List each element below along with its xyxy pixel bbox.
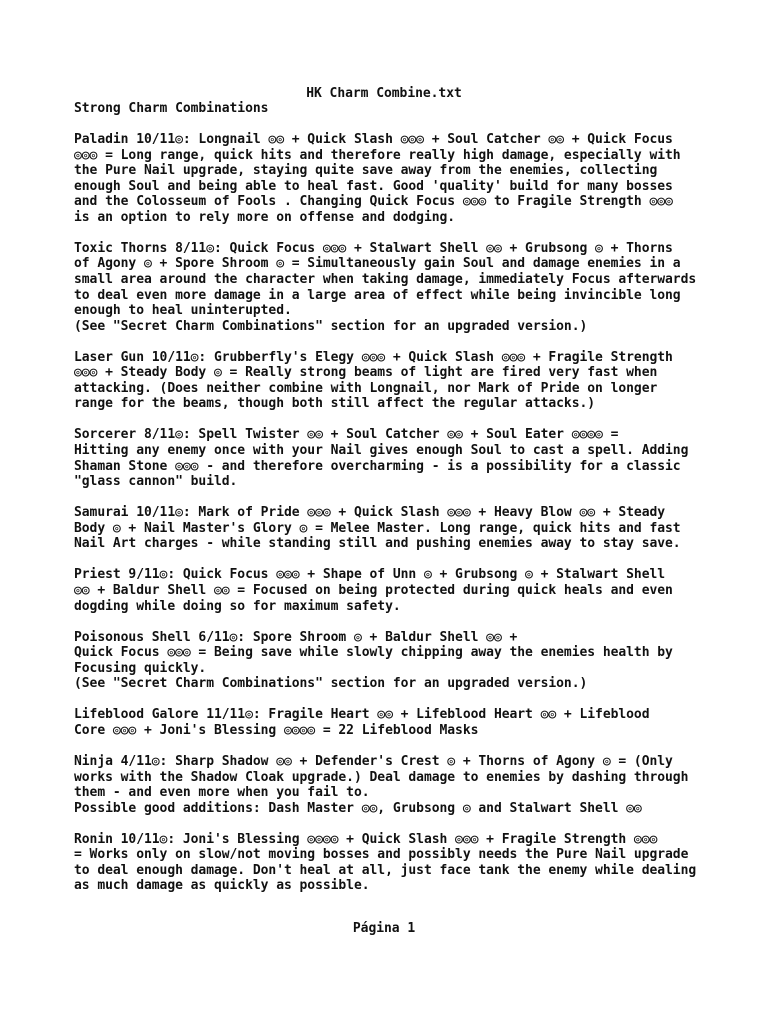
text-line: Ninja 4/11◎: Sharp Shadow ◎◎ + Defender's Crest ◎ + Thorns of Agony ◎ = (Only bbox=[74, 753, 673, 769]
text-line: Nail Art charges - while standing still and pushing enemies away to stay save. bbox=[74, 536, 681, 552]
blank-line bbox=[74, 552, 714, 568]
text-line: ◎◎ + Baldur Shell ◎◎ = Focused on being protected during quick heals and even bbox=[74, 582, 673, 598]
text-line: of Agony ◎ + Spore Shroom ◎ = Simultaneously gain Soul and damage enemies in a bbox=[74, 256, 681, 272]
text-line: Lifeblood Galore 11/11◎: Fragile Heart ◎◎ + Lifeblood Heart ◎◎ + Lifeblood bbox=[74, 707, 650, 723]
text-line: Core ◎◎◎ + Joni's Blessing ◎◎◎◎ = 22 Lifeblood Masks bbox=[74, 722, 479, 738]
text-line: Poisonous Shell 6/11◎: Spore Shroom ◎ + Baldur Shell ◎◎ + bbox=[74, 629, 518, 645]
text-line: Paladin 10/11◎: Longnail ◎◎ + Quick Slash ◎◎◎ + Soul Catcher ◎◎ + Quick Focus bbox=[74, 132, 673, 148]
text-line: Toxic Thorns 8/11◎: Quick Focus ◎◎◎ + Stalwart Shell ◎◎ + Grubsong ◎ + Thorns bbox=[74, 240, 673, 256]
text-line: the Pure Nail upgrade, staying quite save away from the enemies, collecting bbox=[74, 163, 658, 179]
blank-line bbox=[74, 614, 714, 630]
text-line: as much damage as quickly as possible. bbox=[74, 878, 370, 894]
blank-line bbox=[74, 412, 714, 428]
text-line: enough Soul and being able to heal fast. Good 'quality' build for many bosses bbox=[74, 178, 673, 194]
text-line: = Works only on slow/not moving bosses and possibly needs the Pure Nail upgrade bbox=[74, 847, 689, 863]
blank-line bbox=[74, 225, 714, 241]
text-line: (See "Secret Charm Combinations" section for an upgraded version.) bbox=[74, 318, 588, 334]
text-line: works with the Shadow Cloak upgrade.) Deal damage to enemies by dashing through bbox=[74, 769, 689, 785]
text-line: to deal even more damage in a large area of effect while being invincible long bbox=[74, 287, 681, 303]
blank-line bbox=[74, 692, 714, 708]
text-line: Priest 9/11◎: Quick Focus ◎◎◎ + Shape of Unn ◎ + Grubsong ◎ + Stalwart Shell bbox=[74, 567, 666, 583]
text-line: range for the beams, though both still affect the regular attacks.) bbox=[74, 396, 596, 412]
blank-line bbox=[74, 816, 714, 832]
text-line: Laser Gun 10/11◎: Grubberfly's Elegy ◎◎◎ + Quick Slash ◎◎◎ + Fragile Strength bbox=[74, 349, 673, 365]
text-line: and the Colosseum of Fools . Changing Quick Focus ◎◎◎ to Fragile Strength ◎◎◎ bbox=[74, 194, 673, 210]
document-body bbox=[74, 101, 714, 894]
text-line: ◎◎◎ = Long range, quick hits and therefore really high damage, especially with bbox=[74, 147, 681, 163]
text-line: Focusing quickly. bbox=[74, 660, 207, 676]
text-line: small area around the character when taking damage, immediately Focus afterwards bbox=[74, 272, 697, 288]
text-line: is an option to rely more on offense and dodging. bbox=[74, 209, 456, 225]
text-line: to deal enough damage. Don't heal at all, just face tank the enemy while dealing bbox=[74, 862, 697, 878]
text-line: Sorcerer 8/11◎: Spell Twister ◎◎ + Soul Catcher ◎◎ + Soul Eater ◎◎◎◎ = bbox=[74, 427, 619, 443]
text-line: Quick Focus ◎◎◎ = Being save while slowly chipping away the enemies health by bbox=[74, 645, 673, 661]
text-line: Shaman Stone ◎◎◎ - and therefore overcharming - is a possibility for a classic bbox=[74, 458, 681, 474]
blank-line bbox=[74, 334, 714, 350]
text-line: Body ◎ + Nail Master's Glory ◎ = Melee Master. Long range, quick hits and fast bbox=[74, 520, 681, 536]
text-line: dogding while doing so for maximum safety. bbox=[74, 598, 401, 614]
text-line: Ronin 10/11◎: Joni's Blessing ◎◎◎◎ + Quick Slash ◎◎◎ + Fragile Strength ◎◎◎ bbox=[74, 831, 658, 847]
blank-line bbox=[74, 738, 714, 754]
document-title: HK Charm Combine.txt bbox=[306, 86, 462, 101]
text-line: Hitting any enemy once with your Nail gives enough Soul to cast a spell. Adding bbox=[74, 443, 689, 459]
blank-line bbox=[74, 490, 714, 506]
blank-line bbox=[74, 117, 714, 133]
text-line: (See "Secret Charm Combinations" section for an upgraded version.) bbox=[74, 676, 588, 692]
text-line: them - and even more when you fail to. bbox=[74, 785, 370, 801]
text-line: "glass cannon" build. bbox=[74, 474, 238, 490]
text-line: attacking. (Does neither combine with Longnail, nor Mark of Pride on longer bbox=[74, 380, 658, 396]
text-line: Samurai 10/11◎: Mark of Pride ◎◎◎ + Quick Slash ◎◎◎ + Heavy Blow ◎◎ + Steady bbox=[74, 505, 666, 521]
page-number: Página 1 bbox=[352, 921, 416, 936]
section-heading: Strong Charm Combinations bbox=[74, 101, 269, 116]
text-line: ◎◎◎ + Steady Body ◎ = Really strong beams of light are fired very fast when bbox=[74, 365, 658, 381]
text-line: enough to heal uninterupted. bbox=[74, 303, 292, 319]
text-line: Possible good additions: Dash Master ◎◎, Grubsong ◎ and Stalwart Shell ◎◎ bbox=[74, 800, 642, 816]
